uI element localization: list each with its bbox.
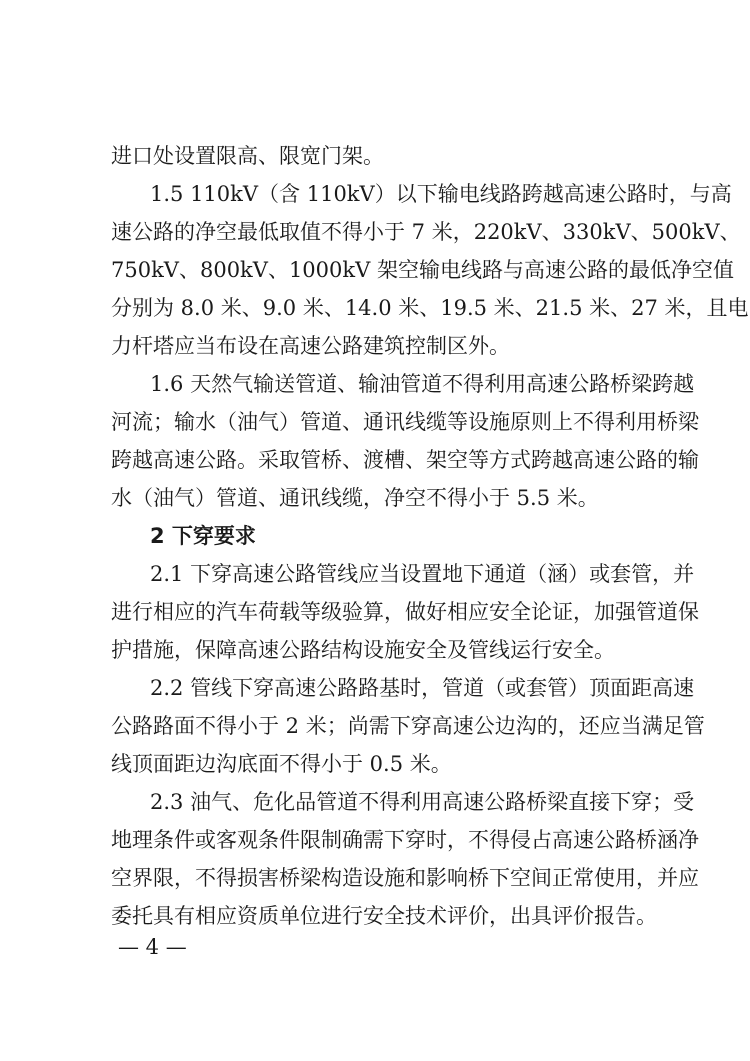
paragraph-line: 线顶面距边沟底面不得小于 0.5 米。 xyxy=(111,752,452,776)
paragraph-line: 水（油气）管道、通讯线缆，净空不得小于 5.5 米。 xyxy=(111,486,599,510)
paragraph-line: 护措施，保障高速公路结构设施安全及管线运行安全。 xyxy=(111,638,615,662)
paragraph-line: 750kV、800kV、1000kV 架空输电线路与高速公路的最低净空值 xyxy=(111,258,734,282)
paragraph-line: 2.1 下穿高速公路管线应当设置地下通道（涵）或套管，并 xyxy=(150,562,695,586)
paragraph-line: 委托具有相应资质单位进行安全技术评价，出具评价报告。 xyxy=(111,904,657,928)
paragraph-line: 1.6 天然气输送管道、输油管道不得利用高速公路桥梁跨越 xyxy=(150,372,695,396)
paragraph-line: 跨越高速公路。采取管桥、渡槽、架空等方式跨越高速公路的输 xyxy=(111,448,699,472)
paragraph-line: 河流；输水（油气）管道、通讯线缆等设施原则上不得利用桥梁 xyxy=(111,410,699,434)
paragraph-line: 分别为 8.0 米、9.0 米、14.0 米、19.5 米、21.5 米、27 米，且电 xyxy=(111,296,749,320)
paragraph-line: 2.3 油气、危化品管道不得利用高速公路桥梁直接下穿；受 xyxy=(150,790,695,814)
page-number: — 4 — xyxy=(118,935,187,959)
paragraph-line: 1.5 110kV（含 110kV）以下输电线路跨越高速公路时，与高 xyxy=(150,182,732,206)
paragraph-line: 2.2 管线下穿高速公路路基时，管道（或套管）顶面距高速 xyxy=(150,676,695,700)
paragraph-line: 空界限，不得损害桥梁构造设施和影响桥下空间正常使用，并应 xyxy=(111,866,699,890)
paragraph-line: 公路路面不得小于 2 米；尚需下穿高速公边沟的，还应当满足管 xyxy=(111,714,705,738)
paragraph-line: 力杆塔应当布设在高速公路建筑控制区外。 xyxy=(111,334,510,358)
paragraph-line: 地理条件或客观条件限制确需下穿时，不得侵占高速公路桥涵净 xyxy=(111,828,699,852)
section-heading: 2 下穿要求 xyxy=(150,524,256,548)
paragraph-line: 进行相应的汽车荷载等级验算，做好相应安全论证，加强管道保 xyxy=(111,600,699,624)
paragraph-line: 速公路的净空最低取值不得小于 7 米，220kV、330kV、500kV、 xyxy=(111,220,741,244)
paragraph-line: 进口处设置限高、限宽门架。 xyxy=(111,144,384,168)
